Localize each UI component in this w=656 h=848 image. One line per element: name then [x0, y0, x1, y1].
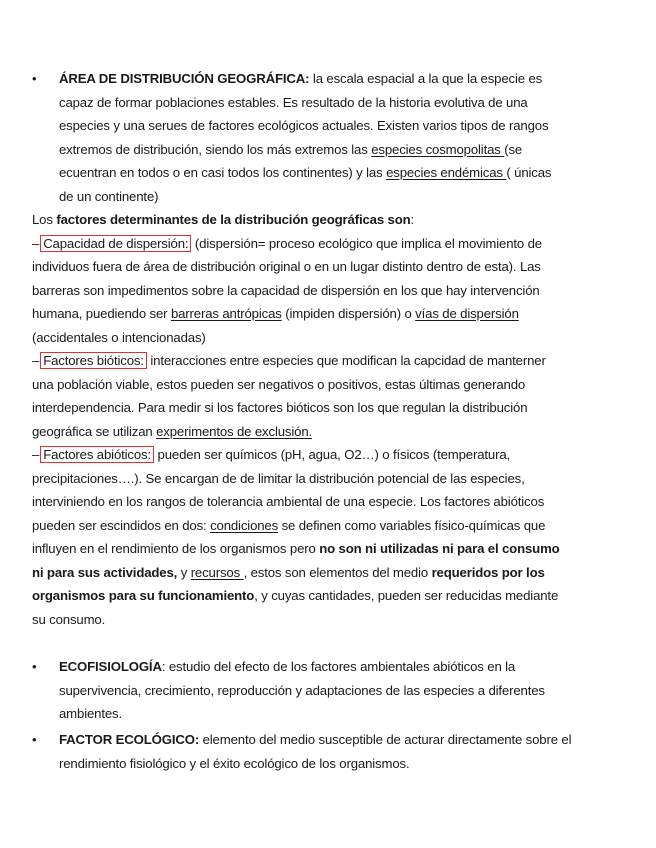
- area-line-3: especies y una serues de factores ecológicos actuales. Existen varios tipos de rangos: [59, 118, 549, 133]
- text: se definen como variables físico-químicas que: [278, 518, 546, 533]
- abioticos-line-5: [32, 540, 560, 558]
- heading-bold: factores determinantes de la distribución geográficas son: [56, 212, 411, 227]
- capacidad-line-4: [32, 305, 519, 323]
- area-line-6: de un continente): [59, 189, 159, 204]
- bold-text: requeridos por los: [431, 565, 545, 580]
- text: (se: [504, 142, 523, 157]
- area-line-5: [59, 164, 551, 182]
- text: interacciones entre especies que modifican la capcidad de manterner: [146, 353, 546, 368]
- abioticos-line-6: [32, 564, 545, 582]
- term-especies-endemicas: especies endémicas: [386, 165, 507, 180]
- text: influyen en el rendimiento de los organismos pero: [32, 541, 320, 556]
- factores-heading: [32, 211, 414, 229]
- bullet: •: [32, 71, 37, 86]
- abioticos-line-3: interviniendo en los rangos de tolerancia ambiental de una especie. Los factores abióticos: [32, 494, 545, 509]
- bioticos-line-2: una población viable, estos pueden ser negativos o positivos, estas últimas generando: [32, 377, 526, 392]
- capacidad-line-2: individuos fuera de área de distribución original o en un lugar distinto dentro de esta). Las: [32, 259, 541, 274]
- ecofisiologia-line-2: supervivencia, crecimiento, reproducción y adaptaciones de las especies a diferentes: [59, 683, 545, 698]
- text: ( únicas: [506, 165, 552, 180]
- area-text: la escala espacial a la que la especie es: [309, 71, 543, 86]
- term-especies-cosmopolitas: especies cosmopolitas: [371, 142, 505, 157]
- bullet: •: [32, 659, 37, 674]
- area-line-2: capaz de formar poblaciones estables. Es resultado de la historia evolutiva de una: [59, 95, 528, 110]
- area-line-1: [59, 70, 542, 88]
- ecofisiologia-line-1: [59, 658, 515, 676]
- bold-text: ni para sus actividades,: [32, 565, 178, 580]
- term-condiciones: condiciones: [210, 518, 279, 533]
- dash: –: [32, 353, 40, 368]
- text: , estos son elementos del medio: [243, 565, 432, 580]
- text: , y cuyas cantidades, pueden ser reducidas mediante: [254, 588, 559, 603]
- text: pueden ser escindidos en dos:: [32, 518, 211, 533]
- factor-ecologico-line-1: [59, 731, 571, 749]
- abioticos-line-7: [32, 587, 558, 605]
- dash: –: [32, 236, 40, 251]
- abioticos-line-4: [32, 517, 545, 535]
- capacidad-line-1: [32, 235, 542, 253]
- ecofisiologia-title: ECOFISIOLOGÍA: [59, 659, 162, 674]
- abioticos-label-box: Factores abióticos:: [40, 446, 154, 463]
- term-experimentos-de-exclusion: experimentos de exclusión.: [156, 424, 313, 439]
- factor-ecologico-line-2: rendimiento fisiológico y el éxito ecológico de los organismos.: [59, 756, 410, 771]
- term-vias-de-dispersion: vías de dispersión: [415, 306, 519, 321]
- bioticos-label-box: Factores bióticos:: [40, 352, 147, 369]
- area-title: ÁREA DE DISTRIBUCIÓN GEOGRÁFICA:: [59, 71, 310, 86]
- text: geográfica se utilizan: [32, 424, 157, 439]
- dash: –: [32, 447, 40, 462]
- bioticos-line-1: [32, 352, 546, 370]
- abioticos-line-2: precipitaciones….). Se encargan de de limitar la distribución potencial de las especies,: [32, 471, 525, 486]
- bioticos-line-3: interdependencia. Para medir si los factores bióticos son los que regulan la distribución: [32, 400, 528, 415]
- text: pueden ser químicos (pH, agua, O2…) o físicos (temperatura,: [154, 447, 511, 462]
- term-recursos: recursos: [190, 565, 244, 580]
- text: ecuentran en todos o en casi todos los continentes) y las: [59, 165, 387, 180]
- capacidad-line-5: (accidentales o intencionadas): [32, 330, 206, 345]
- bold-text: no son ni utilizadas ni para el consumo: [319, 541, 560, 556]
- text: (impiden dispersión) o: [281, 306, 416, 321]
- text: y: [177, 565, 191, 580]
- bullet: •: [32, 732, 37, 747]
- capacidad-line-3: barreras son impedimentos sobre la capacidad de dispersión en los que hay intervención: [32, 283, 540, 298]
- text: humana, puediendo ser: [32, 306, 171, 321]
- capacidad-label-box: Capacidad de dispersión:: [40, 235, 191, 252]
- ecofisiologia-line-3: ambientes.: [59, 706, 123, 721]
- bold-text: organismos para su funcionamiento: [32, 588, 255, 603]
- abioticos-line-8: su consumo.: [32, 612, 106, 627]
- factor-ecologico-title: FACTOR ECOLÓGICO:: [59, 732, 200, 747]
- term-barreras-antropicas: barreras antrópicas: [170, 306, 282, 321]
- bioticos-line-4: [32, 423, 312, 441]
- text: elemento del medio susceptible de acturar directamente sobre el: [199, 732, 572, 747]
- area-line-4: [59, 141, 522, 159]
- text: : estudio del efecto de los factores ambientales abióticos en la: [161, 659, 516, 674]
- text: Los: [32, 212, 57, 227]
- text: (dispersión= proceso ecológico que implica el movimiento de: [191, 236, 542, 251]
- text: :: [410, 212, 415, 227]
- abioticos-line-1: [32, 446, 510, 464]
- text: extremos de distribución, siendo los más extremos las: [59, 142, 372, 157]
